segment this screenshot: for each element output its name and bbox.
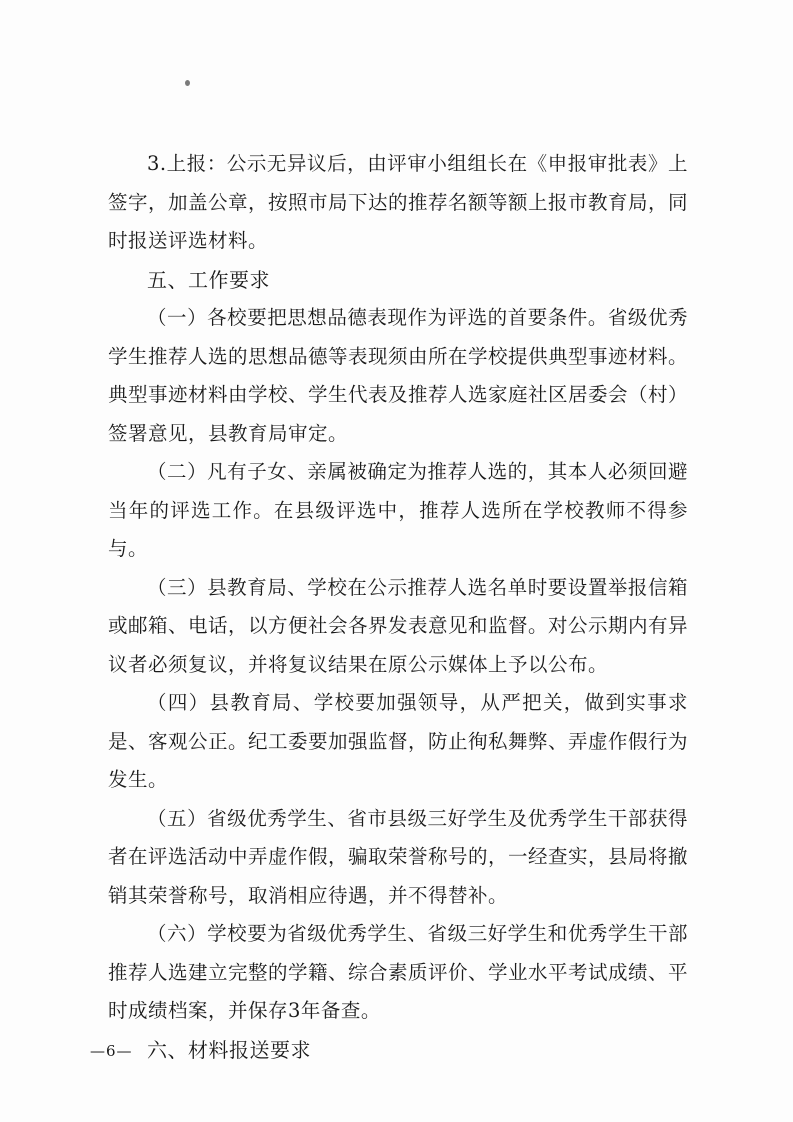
scan-speck (185, 80, 190, 86)
paragraph-requirement-4: （四）县教育局、学校要加强领导，从严把关，做到实事求是、客观公正。纪工委要加强监督，防止徇私舞弊、弄虚作假行为发生。 (108, 691, 689, 791)
section-heading-work-requirements: 五、工作要求 (147, 267, 270, 292)
paragraph-requirement-1: （一）各校要把思想品德表现作为评选的首要条件。省级优秀学生推荐人选的思想品德等表现须由所在学校提供典型事迹材料。典型事迹材料由学校、学生代表及推荐人选家庭社区居委会（村）签署意见，县教育局审定。 (108, 306, 689, 445)
document-body (108, 145, 688, 1069)
paragraph-requirement-2: （二）凡有子女、亲属被确定为推荐人选的，其本人必须回避当年的评选工作。在县级评选中，推荐人选所在学校教师不得参与。 (108, 460, 688, 560)
paragraph-requirement-6: （六）学校要为省级优秀学生、省级三好学生和优秀学生干部推荐人选建立完整的学籍、综合素质评价、学业水平考试成绩、平时成绩档案，并保存3年备查。 (108, 922, 689, 1022)
paragraph-report-step: 3.上报：公示无异议后，由评审小组组长在《申报审批表》上签字，加盖公章，按照市局下达的推荐名额等额上报市教育局，同时报送评选材料。 (108, 152, 689, 252)
page-number: —6— (90, 1042, 133, 1060)
paragraph-requirement-3: （三）县教育局、学校在公示推荐人选名单时要设置举报信箱或邮箱、电话，以方便社会各界发表意见和监督。对公示期内有异议者必须复议，并将复议结果在原公示媒体上予以公布。 (108, 575, 689, 676)
paragraph-requirement-5: （五）省级优秀学生、省市县级三好学生及优秀学生干部获得者在评选活动中弄虚作假，骗取荣誉称号的，一经查实，县局将撤销其荣誉称号，取消相应待遇，并不得替补。 (108, 806, 689, 907)
section-heading-material-submission: 六、材料报送要求 (147, 1037, 311, 1062)
